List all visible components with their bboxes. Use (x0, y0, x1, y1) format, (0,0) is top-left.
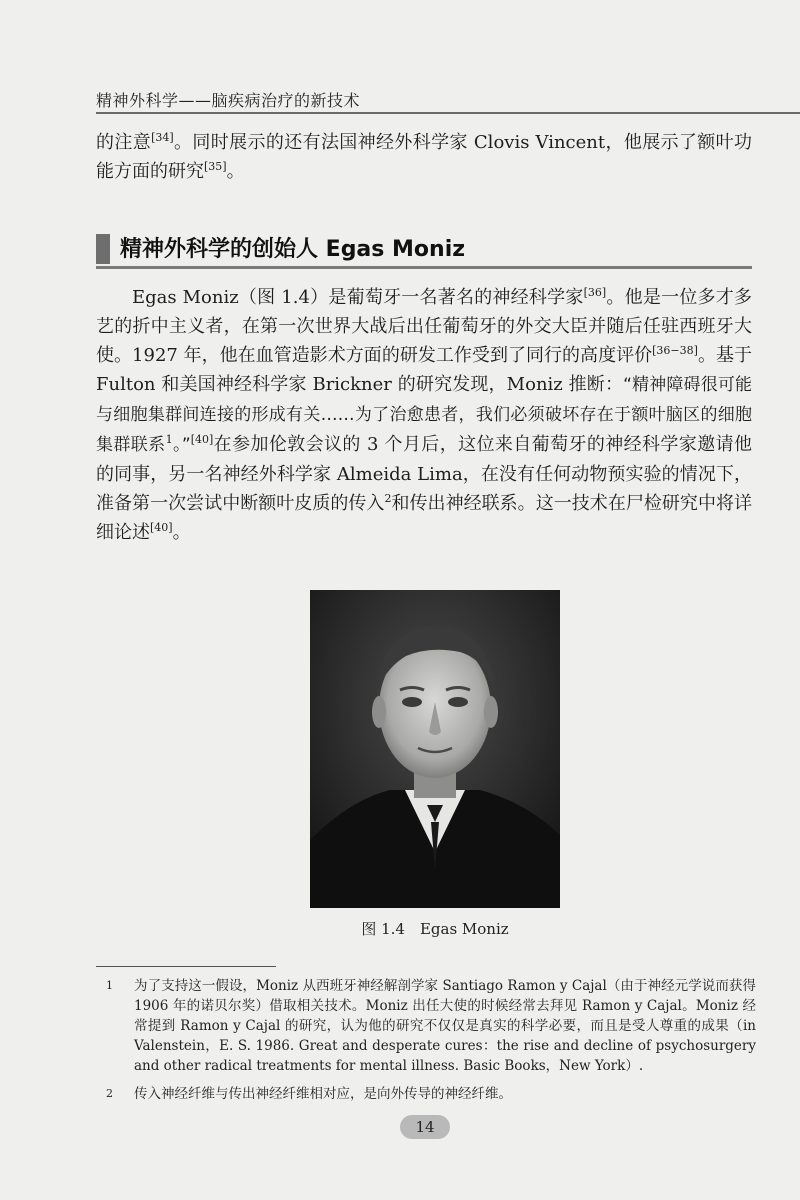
footnote-text-2: 传入神经纤维与传出神经纤维相对应，是向外传导的神经纤维。 (134, 1086, 512, 1102)
section-underline (96, 266, 752, 269)
para1-text-1: 的注意 (96, 132, 152, 153)
section-marker-bar (96, 234, 110, 264)
page-number-badge: 14 (400, 1115, 450, 1139)
paragraph-continuation (96, 128, 752, 186)
footnote-1 (96, 976, 756, 1076)
citation-35: [35] (204, 160, 227, 173)
footnote-2 (96, 1084, 756, 1104)
footnote-rule (96, 966, 276, 967)
section-heading (96, 232, 752, 268)
paragraph-moniz (96, 283, 752, 547)
footnote-number-2: 2 (106, 1087, 113, 1100)
header-rule (96, 112, 800, 114)
para2-text-2: 。他是一位多才多艺的折中主义者，在第一次世界大战后出任葡萄牙的外交大臣并随后任驻西班牙大使。1927 年，他在血管造影术方面的研发工作受到了同行的高度评价 (96, 287, 752, 366)
running-head: 精神外科学——脑疾病治疗的新技术 (96, 91, 361, 110)
footnote-number-1: 1 (106, 979, 113, 992)
citation-36-38: [36−38] (652, 344, 698, 357)
para2-text-1: Egas Moniz（图 1.4）是葡萄牙一名著名的神经科学家 (132, 287, 584, 308)
para2-text-5: 和传出神经联系。这一技术在尸检研究中将详细论述 (96, 493, 753, 543)
citation-34: [34] (151, 131, 174, 144)
section-title: 精神外科学的创始人 Egas Moniz (120, 237, 466, 262)
figure-caption: 图 1.4 Egas Moniz (361, 920, 509, 938)
moniz-quote-end: 。” (172, 435, 191, 455)
footnote-ref-1: 1 (165, 433, 173, 446)
citation-36: [36] (583, 286, 607, 299)
para2-text-6: 。 (172, 522, 191, 543)
para1-text-2: 。同时展示的还有法国神经外科学家 Clovis Vincent，他展示了额叶功能方面的研究 (96, 132, 753, 182)
para2-text-4: 在参加伦敦会议的 3 个月后，这位来自葡萄牙的神经科学家邀请他的同事，另一名神经外科学家 Almeida Lima，在没有任何动物预实验的情况下，准备第一次尝试中断额叶皮质的传入 (96, 434, 752, 514)
portrait-illustration (310, 590, 560, 908)
moniz-quote: “精神障碍很可能与细胞集群间连接的形成有关……为了治愈患者，我们必须破坏存在于额叶脑区的细胞集群联系 (96, 375, 752, 455)
citation-40: [40] (190, 433, 214, 446)
citation-40b: [40] (150, 521, 173, 534)
footnote-ref-2: 2 (384, 492, 392, 505)
egas-moniz-portrait (310, 590, 560, 908)
para1-text-3: 。 (226, 161, 245, 182)
para2-text-3: 。基于 Fulton 和美国神经科学家 Brickner 的研究发现，Moniz 推断： (96, 345, 753, 395)
footnote-text-1: 为了支持这一假设，Moniz 从西班牙神经解剖学家 Santiago Ramon y Cajal（由于神经元学说而获得 1906 年的诺贝尔奖）借取相关技术。Moniz 出任大使的时候经常去拜见 Ramon y Cajal。Moniz 经常提到 Ramon y Cajal 的研究，认为他的研究不仅仅是真实的科学必要，而且是受人尊重的成果（in Valenstein，E. S. 1986. Great and desperate cures：the rise and decline of psychosurgery and other radical treatments for mental illness. Basic Books，New York）. (134, 978, 756, 1074)
